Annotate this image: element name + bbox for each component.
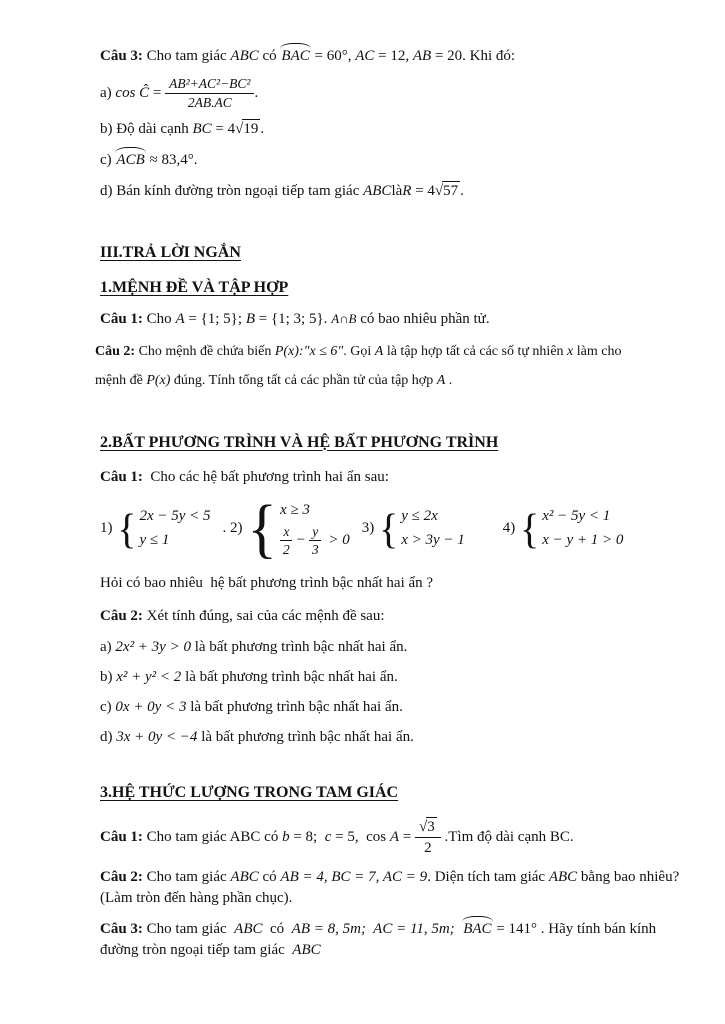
option-label: d) — [100, 183, 117, 200]
operator: − — [295, 532, 306, 549]
text-run: bằng bao nhiêu? — [577, 869, 680, 886]
math-run: A∩B — [331, 311, 357, 327]
text-run: Cho các hệ bất phương trình hai ẩn sau: — [142, 468, 389, 485]
question-line-1 — [95, 338, 685, 367]
inequality-row: y ≤ 2x — [401, 508, 438, 525]
text-run: là bất phương trình bậc nhất hai ẩn. — [197, 728, 414, 745]
question-label: Câu 1: — [100, 311, 143, 328]
widehat-angle: ACB — [115, 150, 145, 171]
text-run: . — [445, 372, 453, 388]
left-brace: { — [520, 504, 540, 553]
fraction — [309, 524, 322, 558]
widehat-angle: BAC — [462, 919, 492, 940]
text-run: . — [254, 85, 259, 102]
text-run: Cho tam giác — [142, 921, 235, 938]
heading-part-iii: III.TRẢ LỜI NGẮN — [100, 244, 241, 262]
text-run: = 60°, — [310, 48, 356, 64]
inequality-system-4 — [503, 506, 624, 551]
text-run: = — [399, 829, 415, 846]
math-run: AB = 8, 5m; AC = 11, 5m; — [291, 921, 463, 938]
math-run: b — [282, 829, 290, 846]
statement-b — [100, 667, 685, 688]
inequality-row: y ≤ 1 — [139, 532, 170, 549]
inequality-row: 2x − 5y < 5 — [139, 508, 211, 525]
question-line-2 — [95, 367, 685, 396]
square-root — [419, 819, 437, 835]
text-run: = 4 — [211, 121, 236, 138]
question-3-statement — [100, 46, 685, 67]
inequality-system-2 — [222, 492, 350, 565]
math-run: P(x) — [146, 372, 171, 388]
fraction-denominator: 2AB.AC — [187, 95, 232, 111]
math-run: ABC — [292, 942, 321, 959]
text-run: = {1; 5}; — [184, 311, 246, 328]
text-run: là tập hợp tất cả các số tự nhiên — [383, 344, 568, 360]
inequality-row: x > 3y − 1 — [401, 532, 465, 549]
text-run: = 8; — [289, 829, 325, 846]
text-run: = 5, cos — [331, 829, 390, 846]
answer-option-d — [100, 181, 685, 202]
section3-question-2 — [100, 867, 685, 888]
radical-icon: √ — [235, 121, 244, 138]
text-run: = 141° — [492, 921, 537, 938]
fraction-denominator: 3 — [311, 542, 319, 558]
text-run: . — [460, 183, 464, 200]
section2-question-1 — [100, 467, 685, 488]
square-root — [435, 183, 460, 199]
system-number: 4) — [502, 520, 520, 537]
text-run: có — [262, 921, 292, 938]
section1-question-1 — [100, 309, 685, 330]
math-run: 0x + 0y < 3 — [115, 698, 187, 715]
math-run: B — [245, 311, 255, 328]
left-brace: { — [247, 492, 278, 565]
text-run: là bất phương trình bậc nhất hai ẩn. — [190, 638, 408, 655]
text-run: Cho tam giác — [142, 48, 231, 64]
text-run: Bán kính đường tròn ngoại tiếp tam giác — [116, 183, 364, 200]
fraction-denominator: 2 — [283, 542, 290, 558]
statement-d — [100, 727, 685, 748]
math-run: AB — [412, 48, 432, 64]
fraction — [280, 524, 293, 558]
text-run: Cho mệnh đề chứa biến — [135, 344, 275, 360]
math-run: ABC — [234, 921, 263, 938]
fraction-numerator: y — [309, 524, 321, 542]
text-run: .Tìm độ dài cạnh BC. — [440, 829, 574, 846]
answer-option-c — [100, 150, 685, 171]
math-run: 2x² + 3y > 0 — [115, 638, 191, 655]
system-number: 1) — [100, 520, 117, 537]
statement-a — [100, 637, 685, 658]
text-run: đúng. Tính tổng tất cả các phần tử của tập hợp — [170, 372, 437, 388]
heading-section-3: 3.HỆ THỨC LƯỢNG TRONG TAM GIÁC — [100, 783, 399, 801]
option-label: a) — [100, 638, 116, 655]
math-run: AB = 4, BC = 7, AC = 9 — [280, 869, 428, 886]
text-run: có bao nhiêu phần tử. — [356, 311, 490, 328]
question-label: Câu 2: — [95, 344, 136, 360]
math-run: AC — [355, 48, 375, 64]
question-label: Câu 2: — [100, 869, 143, 886]
math-run: A — [436, 372, 446, 388]
radicand: 3 — [427, 819, 435, 836]
text-run: = 12, — [374, 48, 413, 64]
text-run: . — [260, 121, 265, 138]
inequality-row: x − y + 1 > 0 — [542, 532, 624, 549]
question-label: Câu 2: — [100, 607, 143, 624]
text-run: Độ dài cạnh — [116, 121, 193, 138]
option-label: b) — [100, 121, 117, 138]
section3-question-2-line2: (Làm tròn đến hàng phần chục). — [100, 890, 293, 907]
inequality-system-3 — [362, 506, 465, 551]
option-label: c) — [100, 152, 116, 169]
section3-question-3-line2 — [100, 940, 685, 961]
math-run: R — [402, 183, 412, 200]
text-run: . Diện tích tam giác — [427, 869, 549, 886]
section2-question-2 — [100, 606, 685, 627]
fraction-numerator: AB²+AC²−BC² — [165, 76, 254, 94]
left-brace: { — [117, 504, 137, 553]
question-label: Câu 1: — [100, 829, 143, 846]
text-run: > 0 — [324, 532, 350, 549]
text-run: ≈ 83,4°. — [145, 152, 198, 169]
radicand: 19 — [243, 121, 259, 138]
math-run: A — [374, 344, 384, 360]
text-run: = {1; 3; 5}. — [254, 311, 332, 328]
section3-question-1 — [100, 818, 685, 857]
fraction-numerator: x — [280, 524, 292, 542]
section3-question-3 — [100, 919, 685, 940]
text-run: = — [149, 85, 166, 102]
text-run: đường tròn ngoại tiếp tam giác — [100, 942, 293, 959]
system-number: . 2) — [222, 520, 247, 537]
math-run: x — [567, 344, 574, 360]
math-run: A — [175, 311, 185, 328]
answer-option-a — [100, 76, 685, 111]
text-run: = 4 — [411, 183, 435, 200]
statement-c — [100, 697, 685, 718]
question-label: Câu 3: — [100, 921, 143, 938]
radicand: 57 — [443, 183, 459, 200]
inequality-system-1 — [100, 506, 211, 551]
text-run: Cho tam giác ABC có — [142, 829, 283, 846]
text-run: là bất phương trình bậc nhất hai ẩn. — [181, 668, 398, 685]
section2-question-1-prompt: Hỏi có bao nhiêu hệ bất phương trình bậc nhất hai ẩn ? — [100, 574, 434, 591]
answer-option-b — [100, 119, 685, 140]
math-run: ABC — [363, 183, 392, 200]
square-root — [235, 121, 260, 137]
text-run: . Khi đó: — [462, 48, 516, 64]
math-run: cos Ĉ — [115, 85, 150, 102]
text-run: có — [258, 48, 281, 64]
text-run: có — [258, 869, 281, 886]
math-run: ABC — [548, 869, 578, 886]
math-run: x² + y² < 2 — [116, 668, 182, 685]
heading-section-1: 1.MỆNH ĐỀ VÀ TẬP HỢP — [100, 278, 289, 296]
math-run: c — [324, 829, 332, 846]
text-run: là bất phương trình bậc nhất hai ẩn. — [186, 698, 403, 715]
inequality-row: x² − 5y < 1 — [542, 508, 611, 525]
inequality-row: x ≥ 3 — [280, 501, 310, 518]
text-run: là — [391, 183, 403, 200]
math-run: BC — [192, 121, 212, 138]
section1-question-2 — [95, 338, 685, 395]
text-run: làm cho — [573, 344, 622, 360]
math-run: ABC — [230, 869, 259, 886]
fraction — [165, 76, 254, 111]
text-run: . Hãy tính bán kính — [537, 921, 657, 938]
fraction-denominator: 2 — [424, 840, 432, 857]
widehat-angle: BAC — [280, 46, 310, 67]
inequality-systems-row — [100, 492, 685, 565]
inequality-row — [280, 524, 350, 558]
math-run: A — [389, 829, 400, 846]
question-label: Câu 1: — [100, 468, 143, 485]
text-run: Xét tính đúng, sai của các mệnh đề sau: — [142, 607, 385, 624]
system-number: 3) — [361, 520, 379, 537]
text-run: . Gọi — [343, 344, 375, 360]
radical-icon: √ — [434, 183, 444, 200]
text-run: Cho tam giác — [142, 869, 231, 886]
option-label: c) — [100, 698, 116, 715]
math-run: 3x + 0y < −4 — [116, 728, 198, 745]
option-label: b) — [100, 668, 117, 685]
option-label: d) — [100, 728, 117, 745]
math-run: ABC — [230, 48, 259, 64]
heading-section-2: 2.BẤT PHƯƠNG TRÌNH VÀ HỆ BẤT PHƯƠNG TRÌNH — [100, 433, 499, 451]
math-run: P(x):"x ≤ 6" — [274, 344, 344, 360]
left-brace: { — [379, 504, 399, 553]
fraction — [415, 818, 441, 857]
text-run: Cho — [142, 311, 176, 328]
text-run: mệnh đề — [95, 372, 147, 388]
radical-icon: √ — [419, 819, 428, 836]
text-run: = 20 — [431, 48, 463, 64]
question-label: Câu 3: — [100, 48, 143, 64]
option-label: a) — [100, 85, 116, 102]
fraction-numerator — [415, 818, 441, 838]
